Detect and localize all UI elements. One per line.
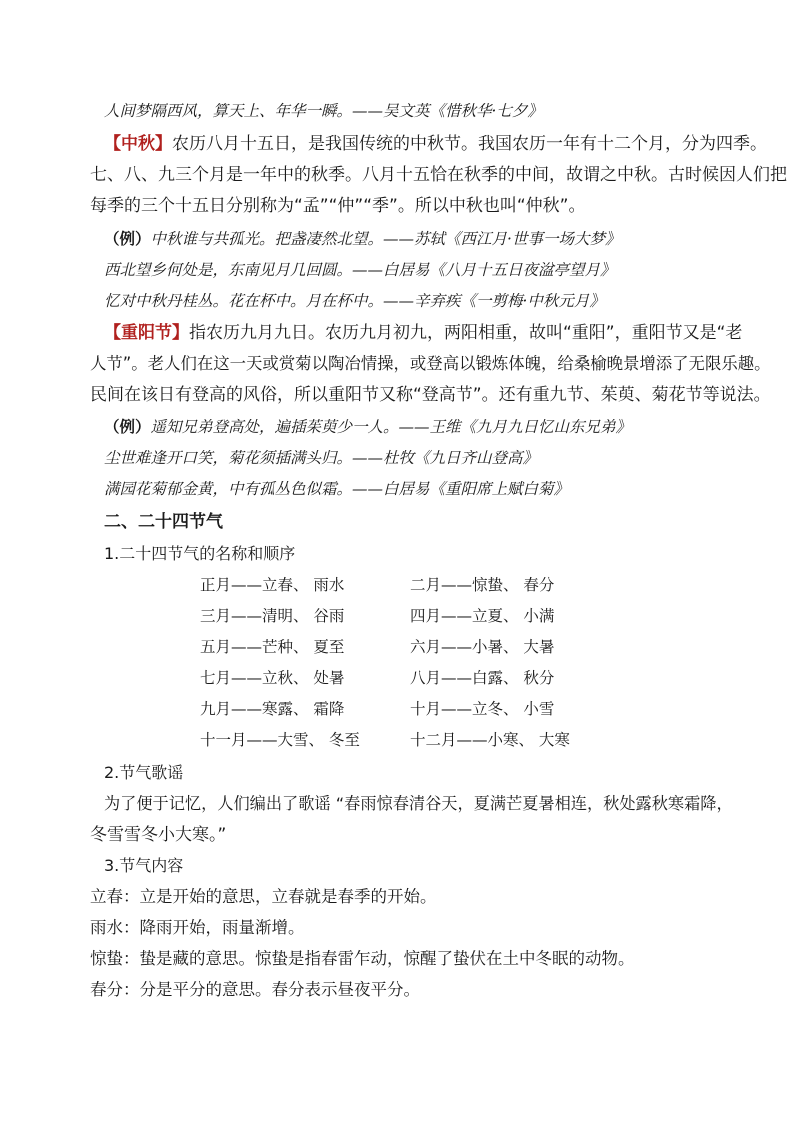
term-row xyxy=(200,605,620,627)
mid-autumn-example-1 xyxy=(104,228,620,250)
term-cell-right: 十二月——小寒、 大寒 xyxy=(410,731,570,749)
song-line-1: 为了便于记忆，人们编出了歌谣 “春雨惊春清谷天，夏满芒夏暑相连，秋处露秋寒霜降， xyxy=(104,794,733,813)
section-heading-solar-terms: 二、二十四节气 xyxy=(104,512,223,532)
mid-autumn-example-3: 忆对中秋丹桂丛。花在杯中。月在杯中。——辛弃疾《一剪梅·中秋元月》 xyxy=(104,292,605,310)
term-definition: 春分：分是平分的意思。春分表示昼夜平分。 xyxy=(90,980,420,999)
quote-top: 人间梦隔西风，算天上、年华一瞬。——吴文英《惜秋华·七夕》 xyxy=(104,102,543,120)
term-definition: 雨水：降雨开始，雨量渐增。 xyxy=(90,918,305,937)
term-cell-right: 十月——立冬、 小雪 xyxy=(410,700,555,718)
term-cell-right: 八月——白露、 秋分 xyxy=(410,669,555,687)
term-definition: 惊蛰：蛰是藏的意思。惊蛰是指春雷乍动，惊醒了蛰伏在土中冬眠的动物。 xyxy=(90,949,635,968)
example-label: （例） xyxy=(104,418,151,436)
mid-autumn-text-1: 农历八月十五日，是我国传统的中秋节。我国农历一年有十二个月，分为四季。 xyxy=(172,134,767,154)
double-ninth-keyword: 【重阳节】 xyxy=(104,323,189,343)
double-ninth-line-2: 人节”。老人们在这一天或赏菊以陶冶情操，或登高以锻炼体魄，给桑榆晚景增添了无限乐趣。 xyxy=(90,354,771,373)
mid-autumn-ex1-text: 中秋谁与共孤光。把盏凄然北望。——苏轼《西江月·世事一场大梦》 xyxy=(150,230,621,248)
song-line-2: 冬雪雪冬小大寒。” xyxy=(90,825,227,845)
term-cell-right: 六月——小暑、 大暑 xyxy=(410,638,555,656)
double-ninth-example-3: 满园花菊郁金黄，中有孤丛色似霜。——白居易《重阳席上赋白菊》 xyxy=(104,480,570,498)
term-definition: 立春：立是开始的意思，立春就是春季的开始。 xyxy=(90,887,437,906)
term-row xyxy=(200,636,620,658)
double-ninth-text-1: 指农历九月九日。农历九月初九，两阳相重，故叫“重阳”，重阳节又是“老 xyxy=(189,323,743,343)
double-ninth-line-3: 民间在该日有登高的风俗，所以重阳节又称“登高节”。还有重九节、茱萸、菊花节等说法。 xyxy=(90,385,771,405)
term-row xyxy=(200,574,620,596)
term-cell-left: 九月——寒露、 霜降 xyxy=(200,700,345,718)
mid-autumn-keyword: 【中秋】 xyxy=(104,134,172,154)
term-cell-left: 正月——立春、 雨水 xyxy=(200,576,345,594)
mid-autumn-line-3: 每季的三个十五日分别称为“孟”“仲”“季”。所以中秋也叫“仲秋”。 xyxy=(90,196,586,216)
double-ninth-example-1 xyxy=(104,416,631,438)
example-label: （例） xyxy=(104,230,151,248)
subheading-song: 2.节气歌谣 xyxy=(104,763,184,782)
term-cell-left: 三月——清明、 谷雨 xyxy=(200,607,345,625)
term-row xyxy=(200,667,620,689)
term-row xyxy=(200,729,620,751)
term-cell-right: 二月——惊蛰、 春分 xyxy=(410,576,555,594)
term-cell-left: 十一月——大雪、 冬至 xyxy=(200,731,360,749)
subheading-contents: 3.节气内容 xyxy=(104,856,184,875)
double-ninth-example-2: 尘世难逢开口笑，菊花须插满头归。——杜牧《九日齐山登高》 xyxy=(104,449,539,467)
mid-autumn-line-1 xyxy=(104,133,767,155)
subheading-names-order: 1.二十四节气的名称和顺序 xyxy=(104,544,296,563)
term-cell-left: 五月——芒种、 夏至 xyxy=(200,638,345,656)
term-row xyxy=(200,698,620,720)
term-cell-right: 四月——立夏、 小满 xyxy=(410,607,555,625)
double-ninth-line-1 xyxy=(104,322,742,344)
double-ninth-ex1-text: 遥知兄弟登高处，遍插茱萸少一人。——王维《九月九日忆山东兄弟》 xyxy=(150,418,632,436)
mid-autumn-example-2: 西北望乡何处是，东南见月几回圆。——白居易《八月十五日夜湓亭望月》 xyxy=(104,261,616,279)
term-cell-left: 七月——立秋、 处暑 xyxy=(200,669,345,687)
mid-autumn-line-2: 七、八、九三个月是一年中的秋季。八月十五恰在秋季的中间，故谓之中秋。古时候因人们把 xyxy=(90,165,787,185)
